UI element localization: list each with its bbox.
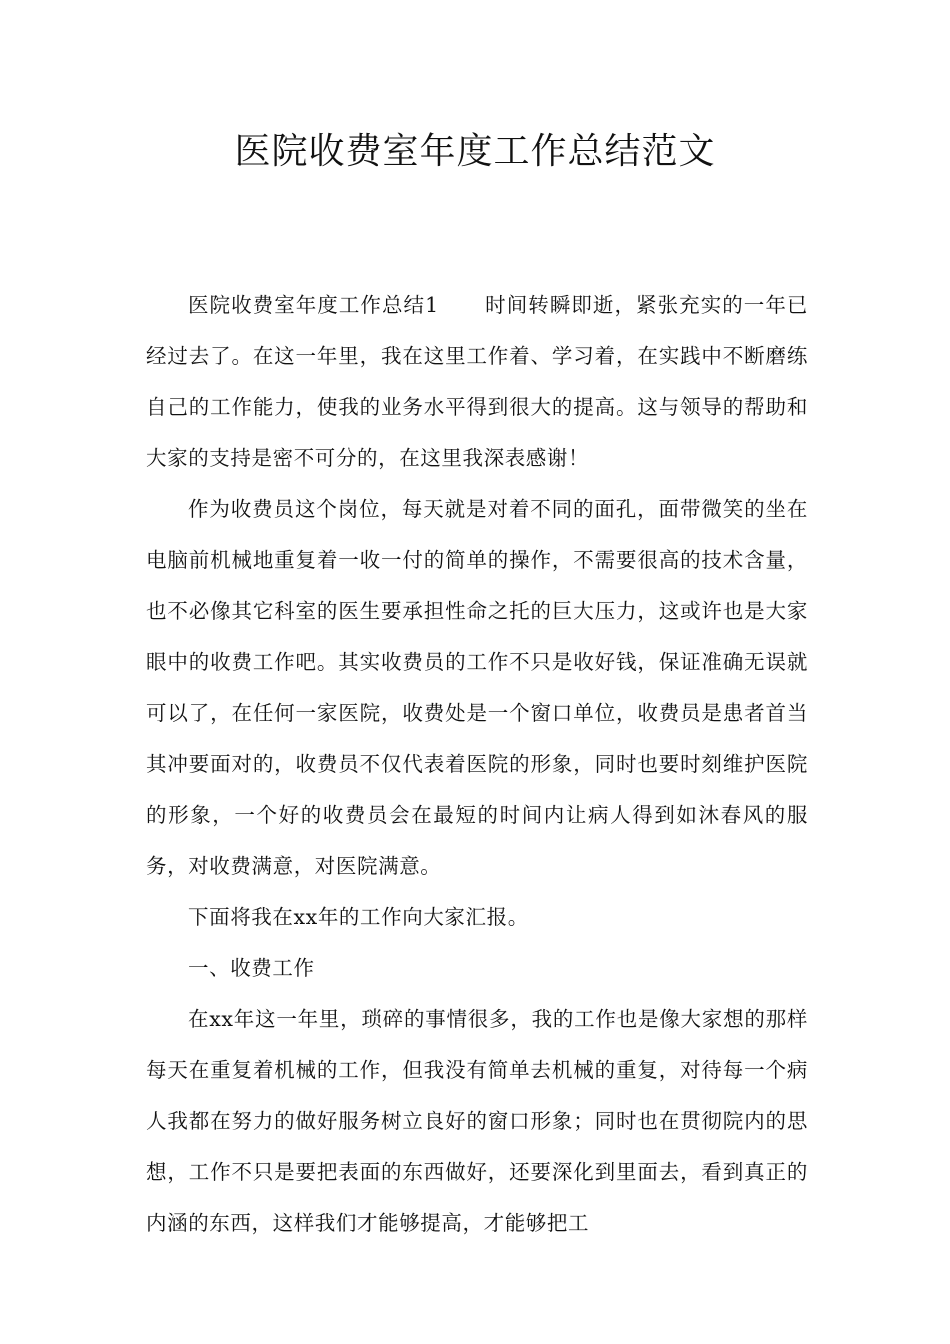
document-body	[146, 280, 808, 1249]
section-heading-shoufei: 一、收费工作	[188, 956, 315, 980]
document-title: 医院收费室年度工作总结范文	[234, 131, 716, 172]
paragraph-5: 在xx年这一年里，琐碎的事情很多，我的工作也是像大家想的那样每天在重复着机械的工作，但我没有简单去机械的重复，对待每一个病人我都在努力的做好服务树立良好的窗口形象；同时也在贯彻院内的思想，工作不只是要把表面的东西做好，还要深化到里面去，看到真正的内涵的东西，这样我们才能够提高，才能够把工	[146, 1007, 808, 1235]
paragraph-1	[146, 280, 808, 484]
paragraph-2: 作为收费员这个岗位，每天就是对着不同的面孔，面带微笑的坐在电脑前机械地重复着一收一付的简单的操作，不需要很高的技术含量，也不必像其它科室的医生要承担性命之托的巨大压力，这或许也是大家眼中的收费工作吧。其实收费员的工作不只是收好钱，保证准确无误就可以了，在任何一家医院，收费处是一个窗口单位，收费员是患者首当其冲要面对的，收费员不仅代表着医院的形象，同时也要时刻维护医院的形象，一个好的收费员会在最短的时间内让病人得到如沐春风的服务，对收费满意，对医院满意。	[146, 497, 808, 878]
section-heading-1: 医院收费室年度工作总结1	[188, 293, 439, 317]
paragraph-3: 下面将我在xx年的工作向大家汇报。	[188, 905, 529, 929]
paragraph-1-text: 时间转瞬即逝，紧张充实的一年已经过去了。在这一年里，我在这里工作着、学习着，在实践中不断磨练自己的工作能力，使我的业务水平得到很大的提高。这与领导的帮助和大家的支持是密不可分的，在这里我深表感谢！	[146, 293, 808, 470]
